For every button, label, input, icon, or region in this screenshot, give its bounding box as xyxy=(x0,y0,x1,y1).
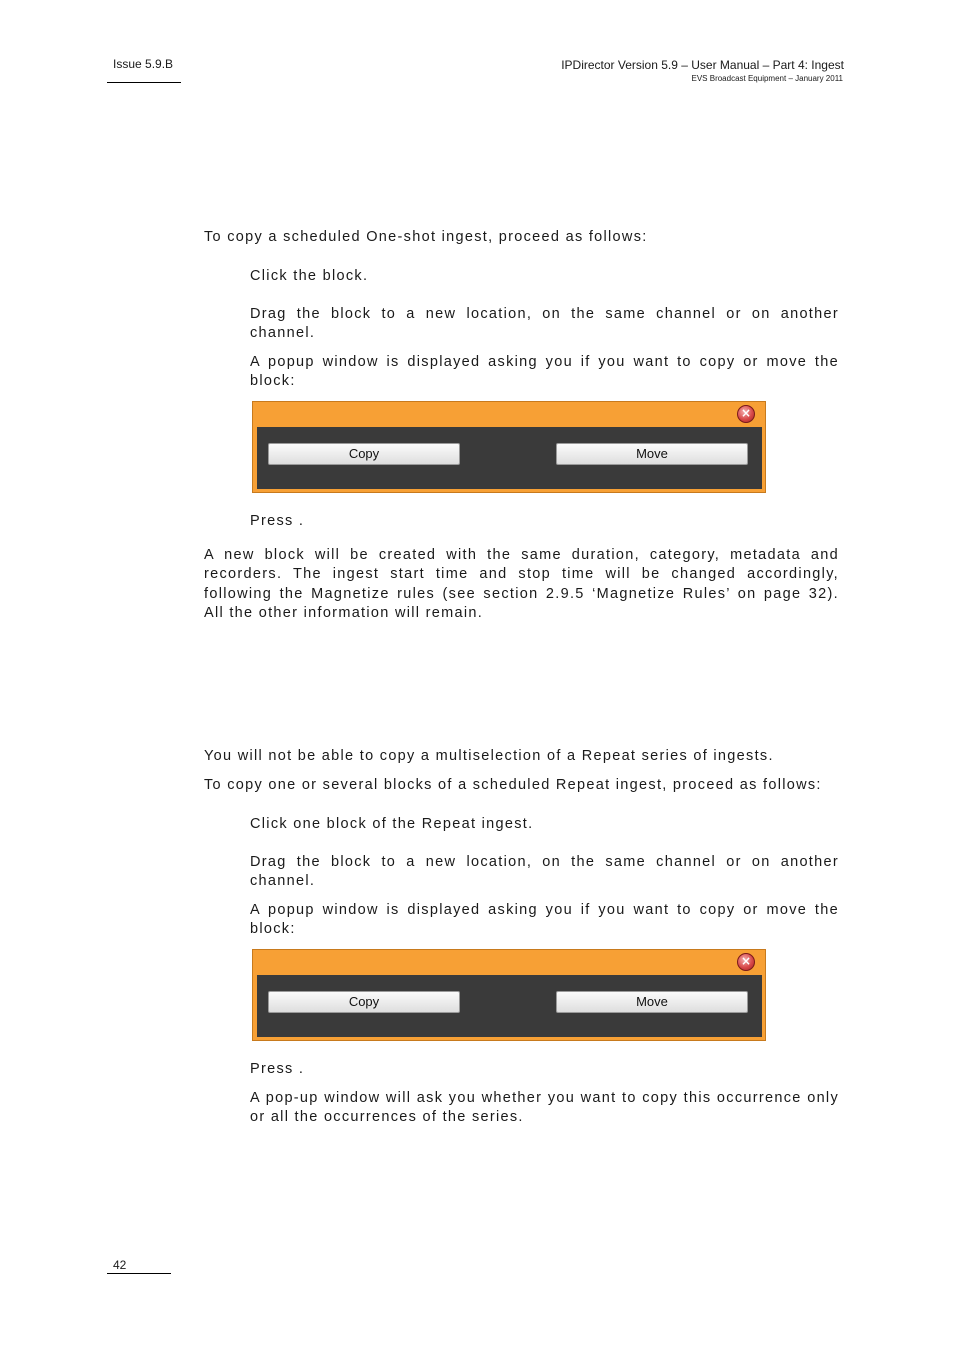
section1-step2-note: A popup window is displayed asking you if you want to copy or move the block: xyxy=(250,354,839,390)
copy-button[interactable]: Copy xyxy=(268,991,460,1013)
section1-step3: Press . xyxy=(250,513,305,529)
document-title: IPDirector Version 5.9 – User Manual – Part 4: Ingest xyxy=(561,58,844,72)
header-rule xyxy=(107,82,181,83)
copy-button[interactable]: Copy xyxy=(268,443,460,465)
close-icon[interactable]: × xyxy=(737,953,755,971)
section1-step2: Drag the block to a new location, on the same channel or on another channel. xyxy=(250,306,839,342)
section1-intro: To copy a scheduled One-shot ingest, proceed as follows: xyxy=(204,229,648,245)
section1-result: A new block will be created with the same duration, category, metadata and recorders. The ingest start time and stop time will be changed accordingly, following the Magnetize rules (see section 2.9.5 ‘Magnetize Rules’ on page 32). All the other information will remain. xyxy=(204,547,839,622)
move-button[interactable]: Move xyxy=(556,991,748,1013)
section1-step1: Click the block. xyxy=(250,268,369,284)
section2-step1: Click one block of the Repeat ingest. xyxy=(250,816,534,832)
close-icon[interactable]: × xyxy=(737,405,755,423)
section2-step3: Press . xyxy=(250,1061,305,1077)
dialog-body xyxy=(257,427,762,489)
dialog-body xyxy=(257,975,762,1037)
section2-step3-note: A pop-up window will ask you whether you want to copy this occurrence only or all the occurrences of the series. xyxy=(250,1090,839,1126)
section2-note: You will not be able to copy a multiselection of a Repeat series of ingests. xyxy=(204,748,774,764)
section2-step2-note: A popup window is displayed asking you if you want to copy or move the block: xyxy=(250,902,839,938)
page-number: 42 xyxy=(113,1258,127,1272)
move-button[interactable]: Move xyxy=(556,443,748,465)
section2-intro: To copy one or several blocks of a scheduled Repeat ingest, proceed as follows: xyxy=(204,777,822,793)
document-subtitle: EVS Broadcast Equipment – January 2011 xyxy=(691,74,843,83)
dialog-titlebar xyxy=(253,402,765,426)
section2-step2: Drag the block to a new location, on the same channel or on another channel. xyxy=(250,854,839,890)
footer-rule xyxy=(107,1273,171,1274)
copy-move-dialog xyxy=(252,949,766,1041)
dialog-titlebar xyxy=(253,950,765,974)
copy-move-dialog xyxy=(252,401,766,493)
issue-label: Issue 5.9.B xyxy=(113,57,174,71)
